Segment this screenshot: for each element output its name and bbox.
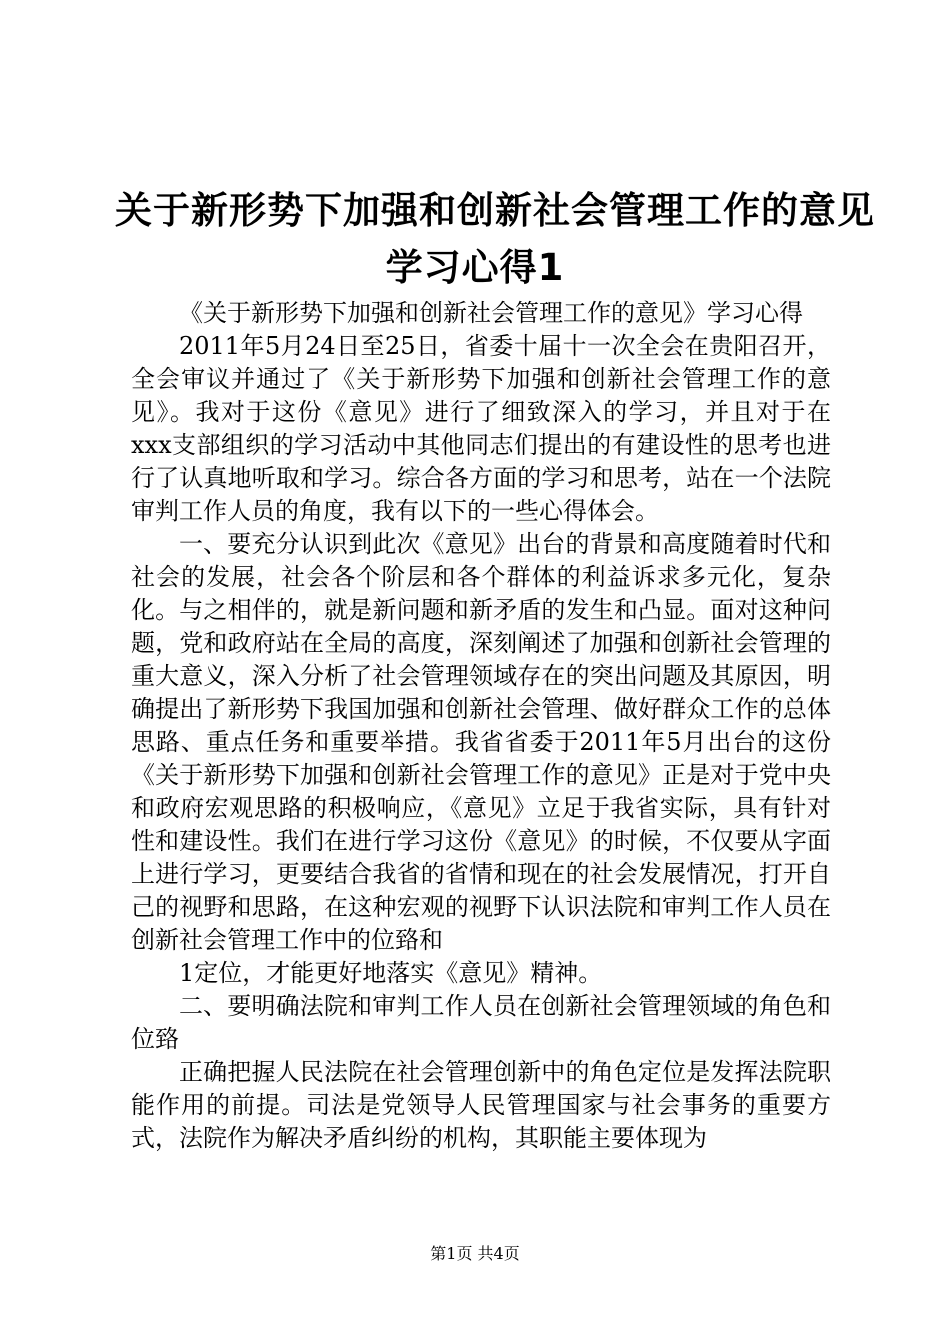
document-title-line-1: 关于新形势下加强和创新社会管理工作的意见 xyxy=(115,189,875,232)
paragraph-section-1: 一、要充分认识到此次《意见》出台的背景和高度随着时代和社会的发展，社会各个阶层和各个群体的利益诉求多元化，复杂化。与之相伴的，就是新问题和新矛盾的发生和凸显。面对这种问题，党和政府站在全局的高度，深刻阐述了加强和创新社会管理的重大意义，深入分析了社会管理领域存在的突出问题及其原因，明确提出了新形势下我国加强和创新社会管理、做好群众工作的总体思路、重点任务和重要举措。我省省委于2011年5月出台的这份《关于新形势下加强和创新社会管理工作的意见》正是对于党中央和政府宏观思路的积极响应，《意见》立足于我省实际，具有针对性和建设性。我们在进行学习这份《意见》的时候，不仅要从字面上进行学习，更要结合我省的省情和现在的社会发展情况，打开自己的视野和思路，在这种宏观的视野下认识法院和审判工作人员在创新社会管理工作中的位臵和 xyxy=(131,530,831,954)
page-number: 第1页 共4页 xyxy=(430,1244,520,1263)
paragraph-section-2: 正确把握人民法院在社会管理创新中的角色定位是发挥法院职能作用的前提。司法是党领导人民管理国家与社会事务的重要方式，法院作为解决矛盾纠纷的机构，其职能主要体现为 xyxy=(131,1058,831,1152)
paragraph-intro: 2011年5月24日至25日，省委十届十一次全会在贵阳召开，全会审议并通过了《关于新形势下加强和创新社会管理工作的意见》。我对于这份《意见》进行了细致深入的学习，并且对于在xxx支部组织的学习活动中其他同志们提出的有建设性的思考也进行了认真地听取和学习。综合各方面的学习和思考，站在一个法院审判工作人员的角度，我有以下的一些心得体会。 xyxy=(131,332,831,525)
document-body xyxy=(131,297,831,1155)
paragraph-section-1-continued: 1定位，才能更好地落实《意见》精神。 xyxy=(179,959,603,987)
paragraph-subtitle: 《关于新形势下加强和创新社会管理工作的意见》学习心得 xyxy=(179,299,803,327)
paragraph-section-2-heading: 二、要明确法院和审判工作人员在创新社会管理领域的角色和位臵 xyxy=(131,992,831,1053)
document-title-line-2: 学习心得1 xyxy=(385,246,565,289)
